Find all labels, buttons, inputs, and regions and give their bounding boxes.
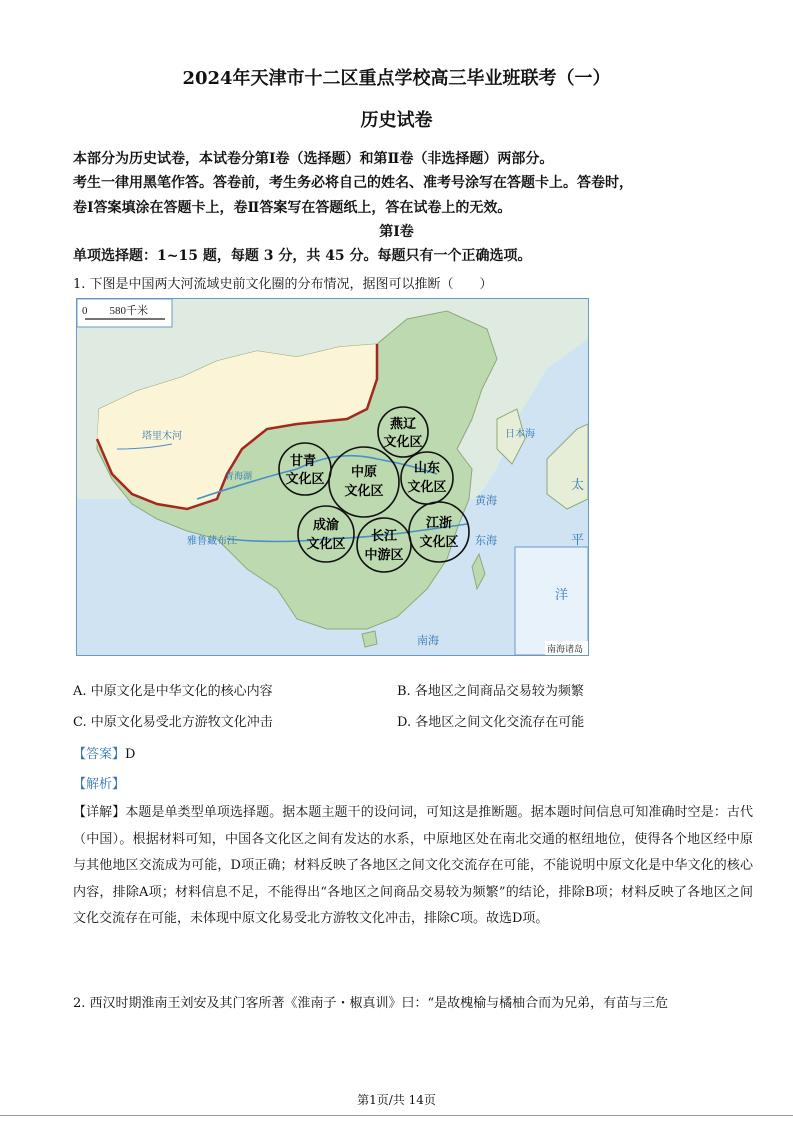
scale-label: 0 580千米 xyxy=(82,305,148,317)
region-changjiang-line1: 长江 xyxy=(370,529,398,544)
page-footer: 第1页/共 14页 xyxy=(357,1093,436,1107)
label-south-sea: 南海 xyxy=(417,635,439,647)
q1-stem: 1. 下图是中国两大河流域史前文化圈的分布情况，据图可以推断（ ） xyxy=(73,277,493,292)
label-yellow-sea: 黄海 xyxy=(475,495,497,507)
detail-text: 本题是单类型单项选择题。据本题主题干的设问词，可知这是推断题。据本题时间信息可知准确时空是：古代（中国）。根据材料可知，中国各文化区之间有发达的水系，中原地区处在南北交通的枢纽地位，使得各个地区经中原与其他地区交流成为可能，D项正确；材料反映了各地区之间文化交流存在可能，不能说明中原文化是中华文化的核心内容，排除A项；材料信息不足，不能得出“各地区之间商品交易较为频繁”的结论，排除B项；材料反映了各地区之间文化交流存在可能，未体现中原文化易受北方游牧文化冲击，排除C项。故选D项。 xyxy=(73,805,753,926)
region-ganqing-line2: 文化区 xyxy=(285,472,325,487)
region-ganqing-line1: 甘青 xyxy=(289,454,317,469)
analysis-label: 【解析】 xyxy=(73,777,126,792)
region-chengyu-line2: 文化区 xyxy=(306,537,346,552)
label-pacific-3: 洋 xyxy=(555,587,569,602)
region-jiangzhe-line1: 江浙 xyxy=(425,516,453,531)
region-zhongyuan-line2: 文化区 xyxy=(344,484,384,499)
region-shandong-line2: 文化区 xyxy=(407,480,447,495)
answer-value: D xyxy=(125,747,136,762)
instruction-line-3: 卷Ⅰ答案填涂在答题卡上，卷Ⅱ答案写在答题纸上，答在试卷上的无效。 xyxy=(73,200,512,216)
region-zhongyuan-line1: 中原 xyxy=(350,465,378,480)
q1-option-b: B. 各地区之间商品交易较为频繁 xyxy=(397,684,584,699)
region-jiangzhe-line2: 文化区 xyxy=(419,535,459,550)
region-yanliao-line2: 文化区 xyxy=(383,435,423,450)
label-islands: 南海诸岛 xyxy=(547,644,584,654)
islands-inset xyxy=(515,547,588,655)
instruction-line-2: 考生一律用黑笔作答。答卷前，考生务必将自己的姓名、准考号涂写在答题卡上。答卷时， xyxy=(73,175,633,191)
label-tarim: 塔里木河 xyxy=(142,431,182,442)
exam-title: 2024年天津市十二区重点学校高三毕业班联考（一） xyxy=(182,68,611,89)
region-changjiang-line2: 中游区 xyxy=(364,548,404,563)
q1-option-a: A. 中原文化是中华文化的核心内容 xyxy=(73,684,273,699)
instruction-line-1: 本部分为历史试卷，本试卷分第Ⅰ卷（选择题）和第Ⅱ卷（非选择题）两部分。 xyxy=(73,151,554,167)
label-yarlung: 雅鲁藏布江 xyxy=(187,536,237,547)
region-yanliao-line1: 燕辽 xyxy=(389,417,417,432)
label-japan-sea: 日本海 xyxy=(505,429,535,440)
culture-map xyxy=(76,298,589,656)
region-chengyu-line1: 成渝 xyxy=(312,518,340,533)
q1-option-d: D. 各地区之间文化交流存在可能 xyxy=(397,715,585,730)
section-title: 第Ⅰ卷 xyxy=(379,224,414,240)
section-rule: 单项选择题：1~15 题，每题 3 分，共 45 分。每题只有一个正确选项。 xyxy=(73,248,532,264)
label-pacific-1: 太 xyxy=(571,477,585,492)
exam-subtitle: 历史试卷 xyxy=(360,110,433,131)
label-pacific-2: 平 xyxy=(571,532,585,547)
map-svg xyxy=(77,299,588,655)
label-east-sea: 东海 xyxy=(475,535,497,547)
answer-line xyxy=(73,743,135,762)
q1-option-c: C. 中原文化易受北方游牧文化冲击 xyxy=(73,715,273,730)
detail-paragraph xyxy=(73,800,753,933)
label-qinghai: 青海湖 xyxy=(225,471,253,481)
q2-stem: 2. 西汉时期淮南王刘安及其门客所著《淮南子・椒真训》曰：“是故槐榆与橘柚合而为兄弟，有苗与三危 xyxy=(73,996,669,1011)
region-shandong-line1: 山东 xyxy=(413,461,441,476)
answer-label: 【答案】 xyxy=(73,747,126,762)
hainan xyxy=(362,631,377,647)
footer-divider xyxy=(0,1115,793,1116)
detail-label: 【详解】 xyxy=(73,805,126,820)
